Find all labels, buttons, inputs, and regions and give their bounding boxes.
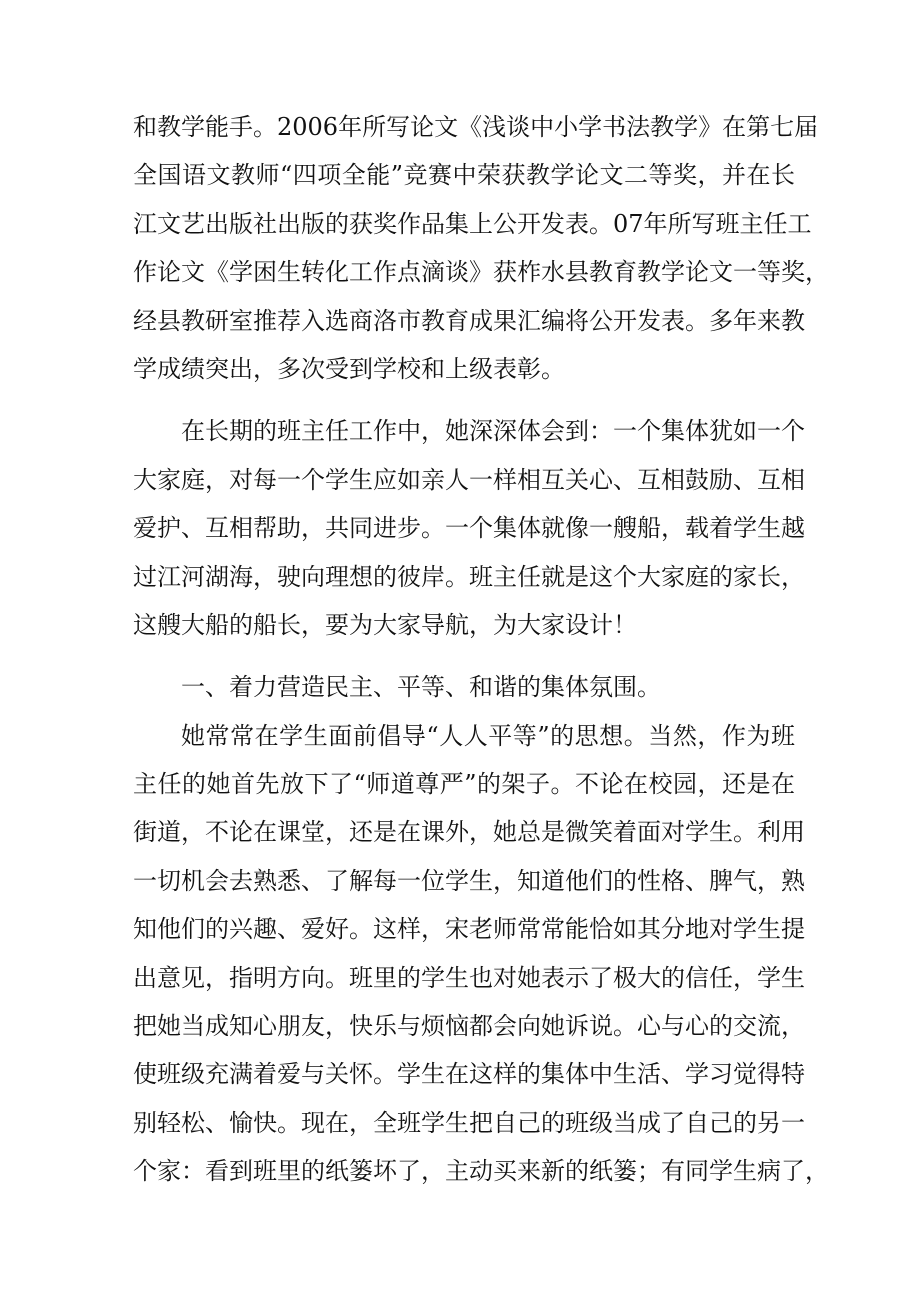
paragraph-4 <box>133 712 829 1196</box>
text-line: 在长期的班主任工作中，她深深体会到：一个集体犹如一个 <box>181 417 805 446</box>
text-line: 作论文《学困生转化工作点滴谈》获柞水县教育教学论文一等奖， <box>133 258 829 287</box>
text-line: 出意见，指明方向。班里的学生也对她表示了极大的信任，学生 <box>133 963 805 992</box>
document-body <box>133 103 829 1196</box>
text-line: 主任的她首先放下了“师道尊严”的架子。不论在校园，还是在 <box>133 770 795 799</box>
text-line: 爱护、互相帮助，共同进步。一个集体就像一艘船，载着学生越 <box>133 514 805 543</box>
text-line: 知他们的兴趣、爱好。这样，宋老师常常能恰如其分地对学生提 <box>133 915 805 944</box>
text-line: 她常常在学生面前倡导“人人平等”的思想。当然，作为班 <box>181 721 795 750</box>
text-line: 学成绩突出，多次受到学校和上级表彰。 <box>133 354 565 383</box>
text-line: 大家庭，对每一个学生应如亲人一样相互关心、互相鼓励、互相 <box>133 465 805 494</box>
text-line: 个家：看到班里的纸篓坏了，主动买来新的纸篓；有同学生病了， <box>133 1157 829 1186</box>
section-heading <box>133 663 795 711</box>
paragraph-1 <box>133 103 829 393</box>
paragraph-2 <box>133 407 805 649</box>
text-line: 过江河湖海，驶向理想的彼岸。班主任就是这个大家庭的家长， <box>133 562 805 591</box>
text-line: 街道，不论在课堂，还是在课外，她总是微笑着面对学生。利用 <box>133 818 805 847</box>
text-line: 这艘大船的船长，要为大家导航，为大家设计！ <box>133 610 637 639</box>
text-line: 江文艺出版社出版的获奖作品集上公开发表。07年所写班主任工 <box>133 209 812 238</box>
text-line: 全国语文教师“四项全能”竞赛中荣获教学论文二等奖，并在长 <box>133 161 795 190</box>
heading-text: 一、着力营造民主、平等、和谐的集体氛围。 <box>181 673 661 702</box>
text-line: 别轻松、愉快。现在，全班学生把自己的班级当成了自己的另一 <box>133 1108 805 1137</box>
text-line: 使班级充满着爱与关怀。学生在这样的集体中生活、学习觉得特 <box>133 1060 805 1089</box>
text-line: 和教学能手。2006年所写论文《浅谈中小学书法教学》在第七届 <box>133 113 819 141</box>
text-line: 一切机会去熟悉、了解每一位学生，知道他们的性格、脾气，熟 <box>133 866 805 895</box>
text-line: 把她当成知心朋友，快乐与烦恼都会向她诉说。心与心的交流， <box>133 1012 805 1041</box>
text-line: 经县教研室推荐入选商洛市教育成果汇编将公开发表。多年来教 <box>133 306 805 335</box>
